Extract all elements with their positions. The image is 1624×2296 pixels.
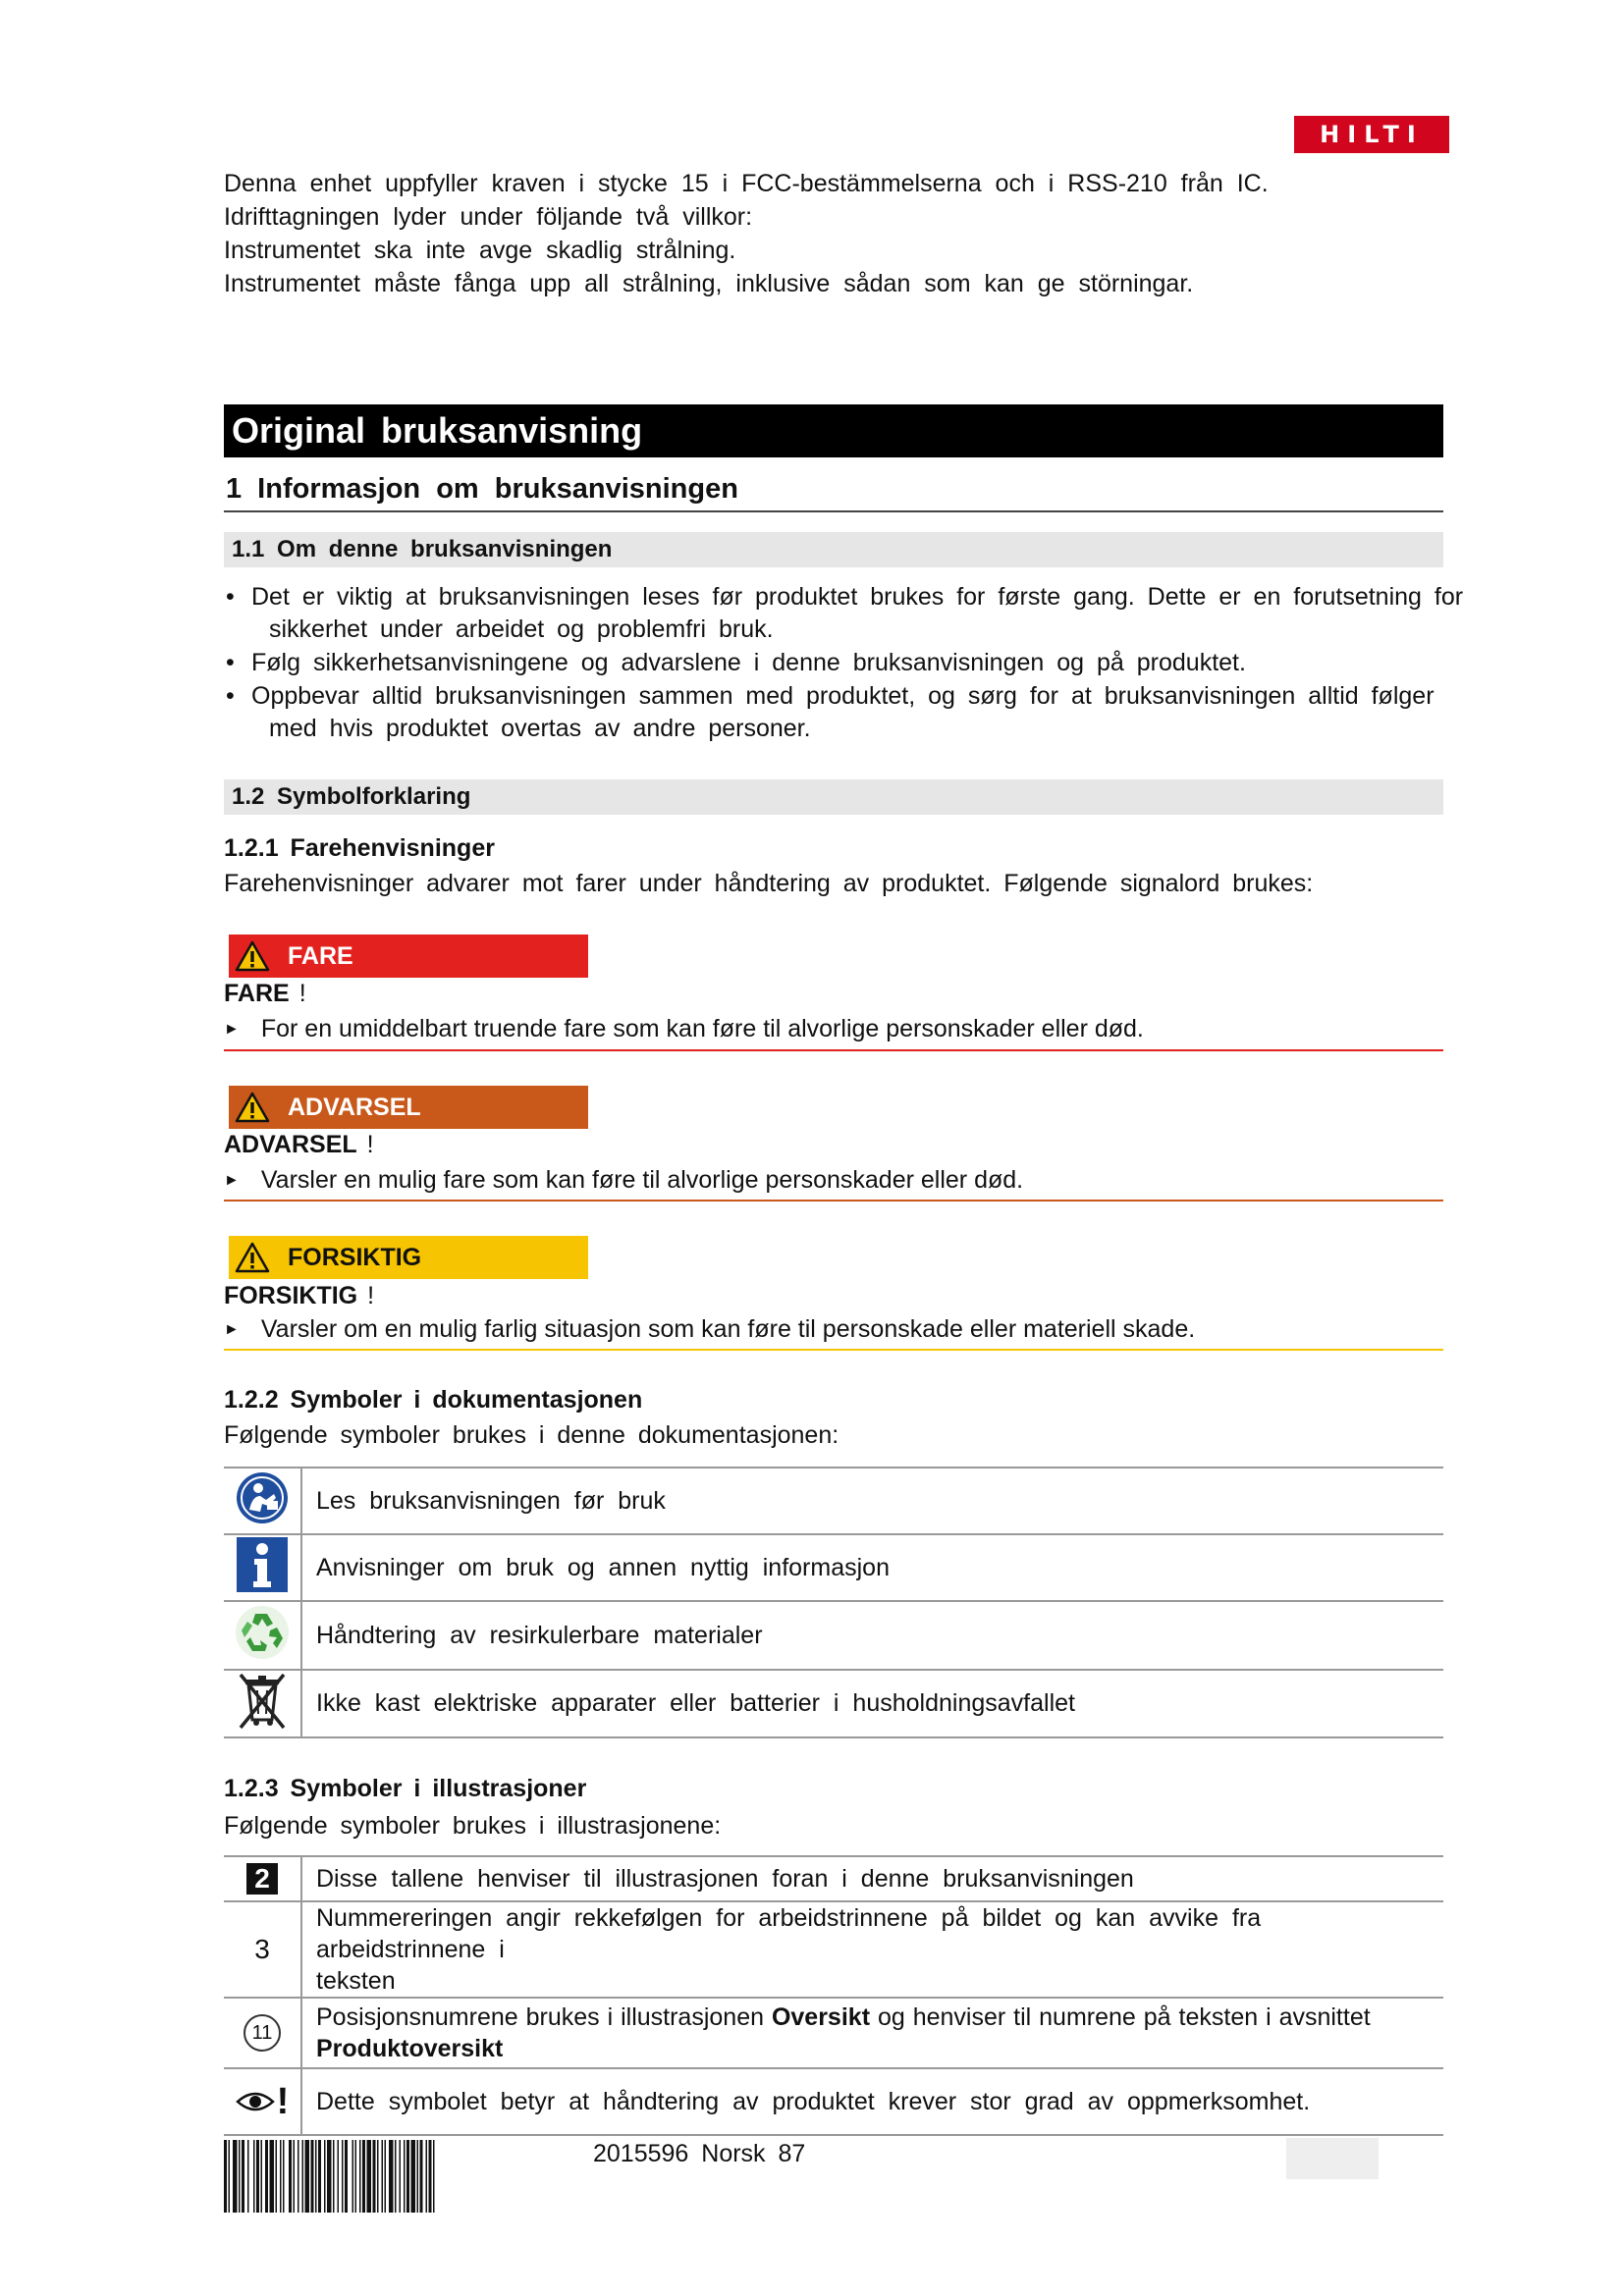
bullet-text-continued: sikkerhet under arbeidet og problemfri bruk. <box>269 615 774 643</box>
illustration-symbols-table <box>224 1855 1443 2136</box>
barcode-bar <box>302 2140 304 2213</box>
barcode-bar <box>229 2140 231 2213</box>
step-number-icon: 3 <box>254 1934 270 1964</box>
barcode-bar <box>382 2140 384 2213</box>
symbol-description: Ikke kast elektriske apparater eller batterier i husholdningsavfallet <box>301 1670 1443 1737</box>
barcode-bar <box>224 2140 227 2213</box>
section-divider <box>224 510 1443 512</box>
barcode-bar <box>355 2140 357 2213</box>
symbol-description: Håndtering av resirkulerbare materialer <box>301 1601 1443 1670</box>
table-row <box>224 1670 1443 1737</box>
barcode-bar <box>289 2140 292 2213</box>
barcode-bar <box>400 2140 402 2213</box>
list-item <box>224 647 1544 679</box>
barcode-bar <box>362 2140 365 2213</box>
barcode-bar <box>373 2140 376 2213</box>
signal-exclaim: ! <box>298 980 306 1007</box>
table-row <box>224 1534 1443 1601</box>
list-item <box>224 581 1544 646</box>
bullet-text: • Følg sikkerhetsanvisningene og advarslene i denne bruksanvisningen og på produktet. <box>251 649 1246 676</box>
section-1-2-heading: 1.2 Symbolforklaring <box>224 779 1443 815</box>
signal-rule <box>224 1349 1443 1351</box>
read-manual-icon <box>235 1470 290 1525</box>
signal-word-text: FORSIKTIG <box>224 1282 358 1309</box>
barcode-bar <box>242 2140 244 2213</box>
section-1-1-heading: 1.1 Om denne bruksanvisningen <box>224 532 1443 567</box>
barcode-bar <box>253 2140 255 2213</box>
barcode-bar <box>261 2140 263 2213</box>
barcode-bar <box>352 2140 354 2213</box>
fcc-line: Instrumentet måste fånga upp all strålning, inklusive sådan som kan ge störningar. <box>224 270 1194 297</box>
barcode-bar <box>359 2140 361 2213</box>
signal-word-text: ADVARSEL <box>224 1131 357 1158</box>
barcode-bar <box>345 2140 348 2213</box>
symbol-cell <box>224 1901 301 1998</box>
barcode-bar <box>315 2140 317 2213</box>
bullet-text-continued: med hvis produktet overtas av andre personer. <box>269 715 811 742</box>
barcode-bar <box>342 2140 344 2213</box>
barcode-bar <box>389 2140 394 2213</box>
section-1-2-2-heading: 1.2.2 Symboler i dokumentasjonen <box>224 1386 643 1414</box>
barcode-bar <box>327 2140 332 2213</box>
signal-word-text: FARE <box>224 980 290 1007</box>
barcode-bar <box>239 2140 241 2213</box>
signal-description <box>224 1015 1144 1043</box>
barcode-bar <box>338 2140 340 2213</box>
section-1-2-3-heading: 1.2.3 Symboler i illustrasjoner <box>224 1775 587 1802</box>
symbol-description: Les bruksanvisningen før bruk <box>301 1468 1443 1534</box>
barcode-bar <box>265 2140 268 2213</box>
symbol-cell <box>224 1468 301 1534</box>
barcode-bar <box>280 2140 282 2213</box>
barcode-bar <box>298 2140 299 2213</box>
table-row <box>224 1998 1443 2068</box>
barcode-bar <box>318 2140 321 2213</box>
section-1-heading: 1 Informasjon om bruksanvisningen <box>226 473 738 505</box>
signal-rule <box>224 1200 1443 1201</box>
symbols-intro: Følgende symboler brukes i denne dokumentasjonen: <box>224 1421 839 1449</box>
fcc-line: Instrumentet ska inte avge skadlig strålning. <box>224 237 736 264</box>
symbol-description-line: teksten <box>316 1967 396 1995</box>
barcode-bar <box>433 2140 435 2213</box>
symbol-description-line <box>316 2002 1443 2033</box>
symbol-cell <box>224 1998 301 2068</box>
fcc-line: Denna enhet uppfyller kraven i stycke 15 i FCC-bestämmelserna och i RSS-210 från IC. <box>224 170 1269 197</box>
barcode-bar <box>385 2140 387 2213</box>
symbol-cell <box>224 1670 301 1737</box>
barcode-bar <box>420 2140 423 2213</box>
warning-triangle-icon <box>235 1092 270 1123</box>
barcode-bar <box>283 2140 285 2213</box>
symbol-description-line <box>316 2033 1443 2064</box>
barcode-bar <box>276 2140 278 2213</box>
barcode-bar <box>429 2140 432 2213</box>
logo-text: HILTI <box>1320 121 1424 148</box>
fcc-notice <box>224 167 1269 300</box>
barcode-bar <box>270 2140 275 2213</box>
list-item <box>224 680 1544 745</box>
bold-term: Produktoversikt <box>316 2035 504 2062</box>
barcode-bar <box>426 2140 428 2213</box>
symbol-description <box>301 1998 1443 2068</box>
info-icon <box>236 1536 289 1593</box>
bullet-list <box>224 581 1544 746</box>
eye-icon <box>236 2090 275 2113</box>
page-footer: 2015596 Norsk 87 <box>593 2140 806 2167</box>
hazard-intro: Farehenvisninger advarer mot farer under håndtering av produktet. Følgende signalord brukes: <box>224 870 1314 897</box>
barcode-bar <box>406 2140 409 2213</box>
signal-exclaim: ! <box>366 1131 374 1158</box>
barcode-bar <box>377 2140 379 2213</box>
symbol-cell <box>224 1856 301 1901</box>
bullet-text: • Det er viktig at bruksanvisningen leses før produktet brukes for første gang. Dette er en forutsetning for <box>251 583 1464 611</box>
signal-word <box>224 980 306 1008</box>
arrow-icon: ► <box>224 1021 240 1039</box>
barcode-bar <box>333 2140 335 2213</box>
arrow-icon: ► <box>224 1172 240 1190</box>
barcode-bar <box>395 2140 397 2213</box>
signal-rule <box>224 1049 1443 1051</box>
signal-word <box>224 1131 374 1159</box>
hilti-logo <box>1294 116 1449 153</box>
signal-description <box>224 1166 1023 1195</box>
warning-triangle-icon <box>235 1242 270 1273</box>
signal-label: FORSIKTIG <box>288 1243 422 1271</box>
attention-eye-icon <box>236 2081 290 2123</box>
warning-triangle-icon <box>235 940 270 972</box>
position-number-icon: 11 <box>244 2014 281 2052</box>
barcode-bar <box>417 2140 419 2213</box>
illustration-symbols-intro: Følgende symboler brukes i illustrasjonene: <box>224 1812 722 1840</box>
table-row <box>224 1601 1443 1670</box>
signal-description-text: Varsler en mulig fare som kan føre til alvorlige personskader eller død. <box>260 1166 1024 1194</box>
footer-grey-box <box>1286 2138 1379 2179</box>
barcode-bar <box>311 2140 314 2213</box>
symbol-description: Anvisninger om bruk og annen nyttig informasjon <box>301 1534 1443 1601</box>
signal-bar-advarsel <box>229 1086 588 1129</box>
barcode-bar <box>411 2140 416 2213</box>
signal-description-text: For en umiddelbart truende fare som kan føre til alvorlige personskader eller død. <box>260 1015 1144 1042</box>
bullet-text: • Oppbevar alltid bruksanvisningen sammen med produktet, og sørg for at bruksanvisningen alltid følger <box>251 682 1435 710</box>
section-1-2-1-heading: 1.2.1 Farehenvisninger <box>224 834 495 862</box>
arrow-icon: ► <box>224 1321 240 1339</box>
signal-description <box>224 1315 1195 1344</box>
fcc-line: Idrifttagningen lyder under följande två villkor: <box>224 203 753 231</box>
table-row <box>224 2068 1443 2135</box>
signal-bar-forsiktig <box>229 1236 588 1279</box>
symbol-cell <box>224 1601 301 1670</box>
text-run: og henviser til numrene på teksten i avsnittet <box>870 2003 1371 2031</box>
bold-term: Oversikt <box>771 2003 871 2031</box>
barcode-bar <box>247 2140 249 2213</box>
symbol-description: Disse tallene henviser til illustrasjonen foran i denne bruksanvisningen <box>301 1856 1443 1901</box>
table-row <box>224 1468 1443 1534</box>
barcode-bar <box>404 2140 406 2213</box>
text-run: Posisjonsnumrene brukes i illustrasjonen <box>316 2003 772 2031</box>
signal-description-text: Varsler om en mulig farlig situasjon som kan føre til personskade eller materiell skade. <box>260 1315 1196 1343</box>
document-title-bar: Original bruksanvisning <box>224 404 1443 457</box>
signal-exclaim: ! <box>367 1282 375 1309</box>
barcode-bar <box>324 2140 326 2213</box>
recycle-icon <box>234 1604 291 1661</box>
barcode-bar <box>233 2140 238 2213</box>
exclamation-mark: ! <box>276 2080 290 2122</box>
symbol-description-line: Nummereringen angir rekkefølgen for arbeidstrinnene på bildet og kan avvike fra arbeidstrinnene i <box>316 1904 1262 1963</box>
crossed-bin-icon <box>235 1671 290 1730</box>
symbol-cell <box>224 2068 301 2135</box>
barcode <box>224 2140 560 2213</box>
symbol-description: Dette symbolet betyr at håndtering av produktet krever stor grad av oppmerksomhet. <box>301 2068 1443 2135</box>
signal-word <box>224 1282 374 1310</box>
barcode-bar <box>305 2140 310 2213</box>
barcode-bar <box>256 2140 259 2213</box>
table-row <box>224 1901 1443 1998</box>
signal-label: FARE <box>288 941 353 970</box>
barcode-bar <box>294 2140 296 2213</box>
symbol-description <box>301 1901 1443 1998</box>
document-symbols-table <box>224 1467 1443 1738</box>
signal-label: ADVARSEL <box>288 1093 421 1121</box>
signal-bar-fare <box>229 934 588 978</box>
table-row <box>224 1856 1443 1901</box>
symbol-cell <box>224 1534 301 1601</box>
figure-number-icon: 2 <box>246 1863 278 1895</box>
barcode-bar <box>367 2140 372 2213</box>
